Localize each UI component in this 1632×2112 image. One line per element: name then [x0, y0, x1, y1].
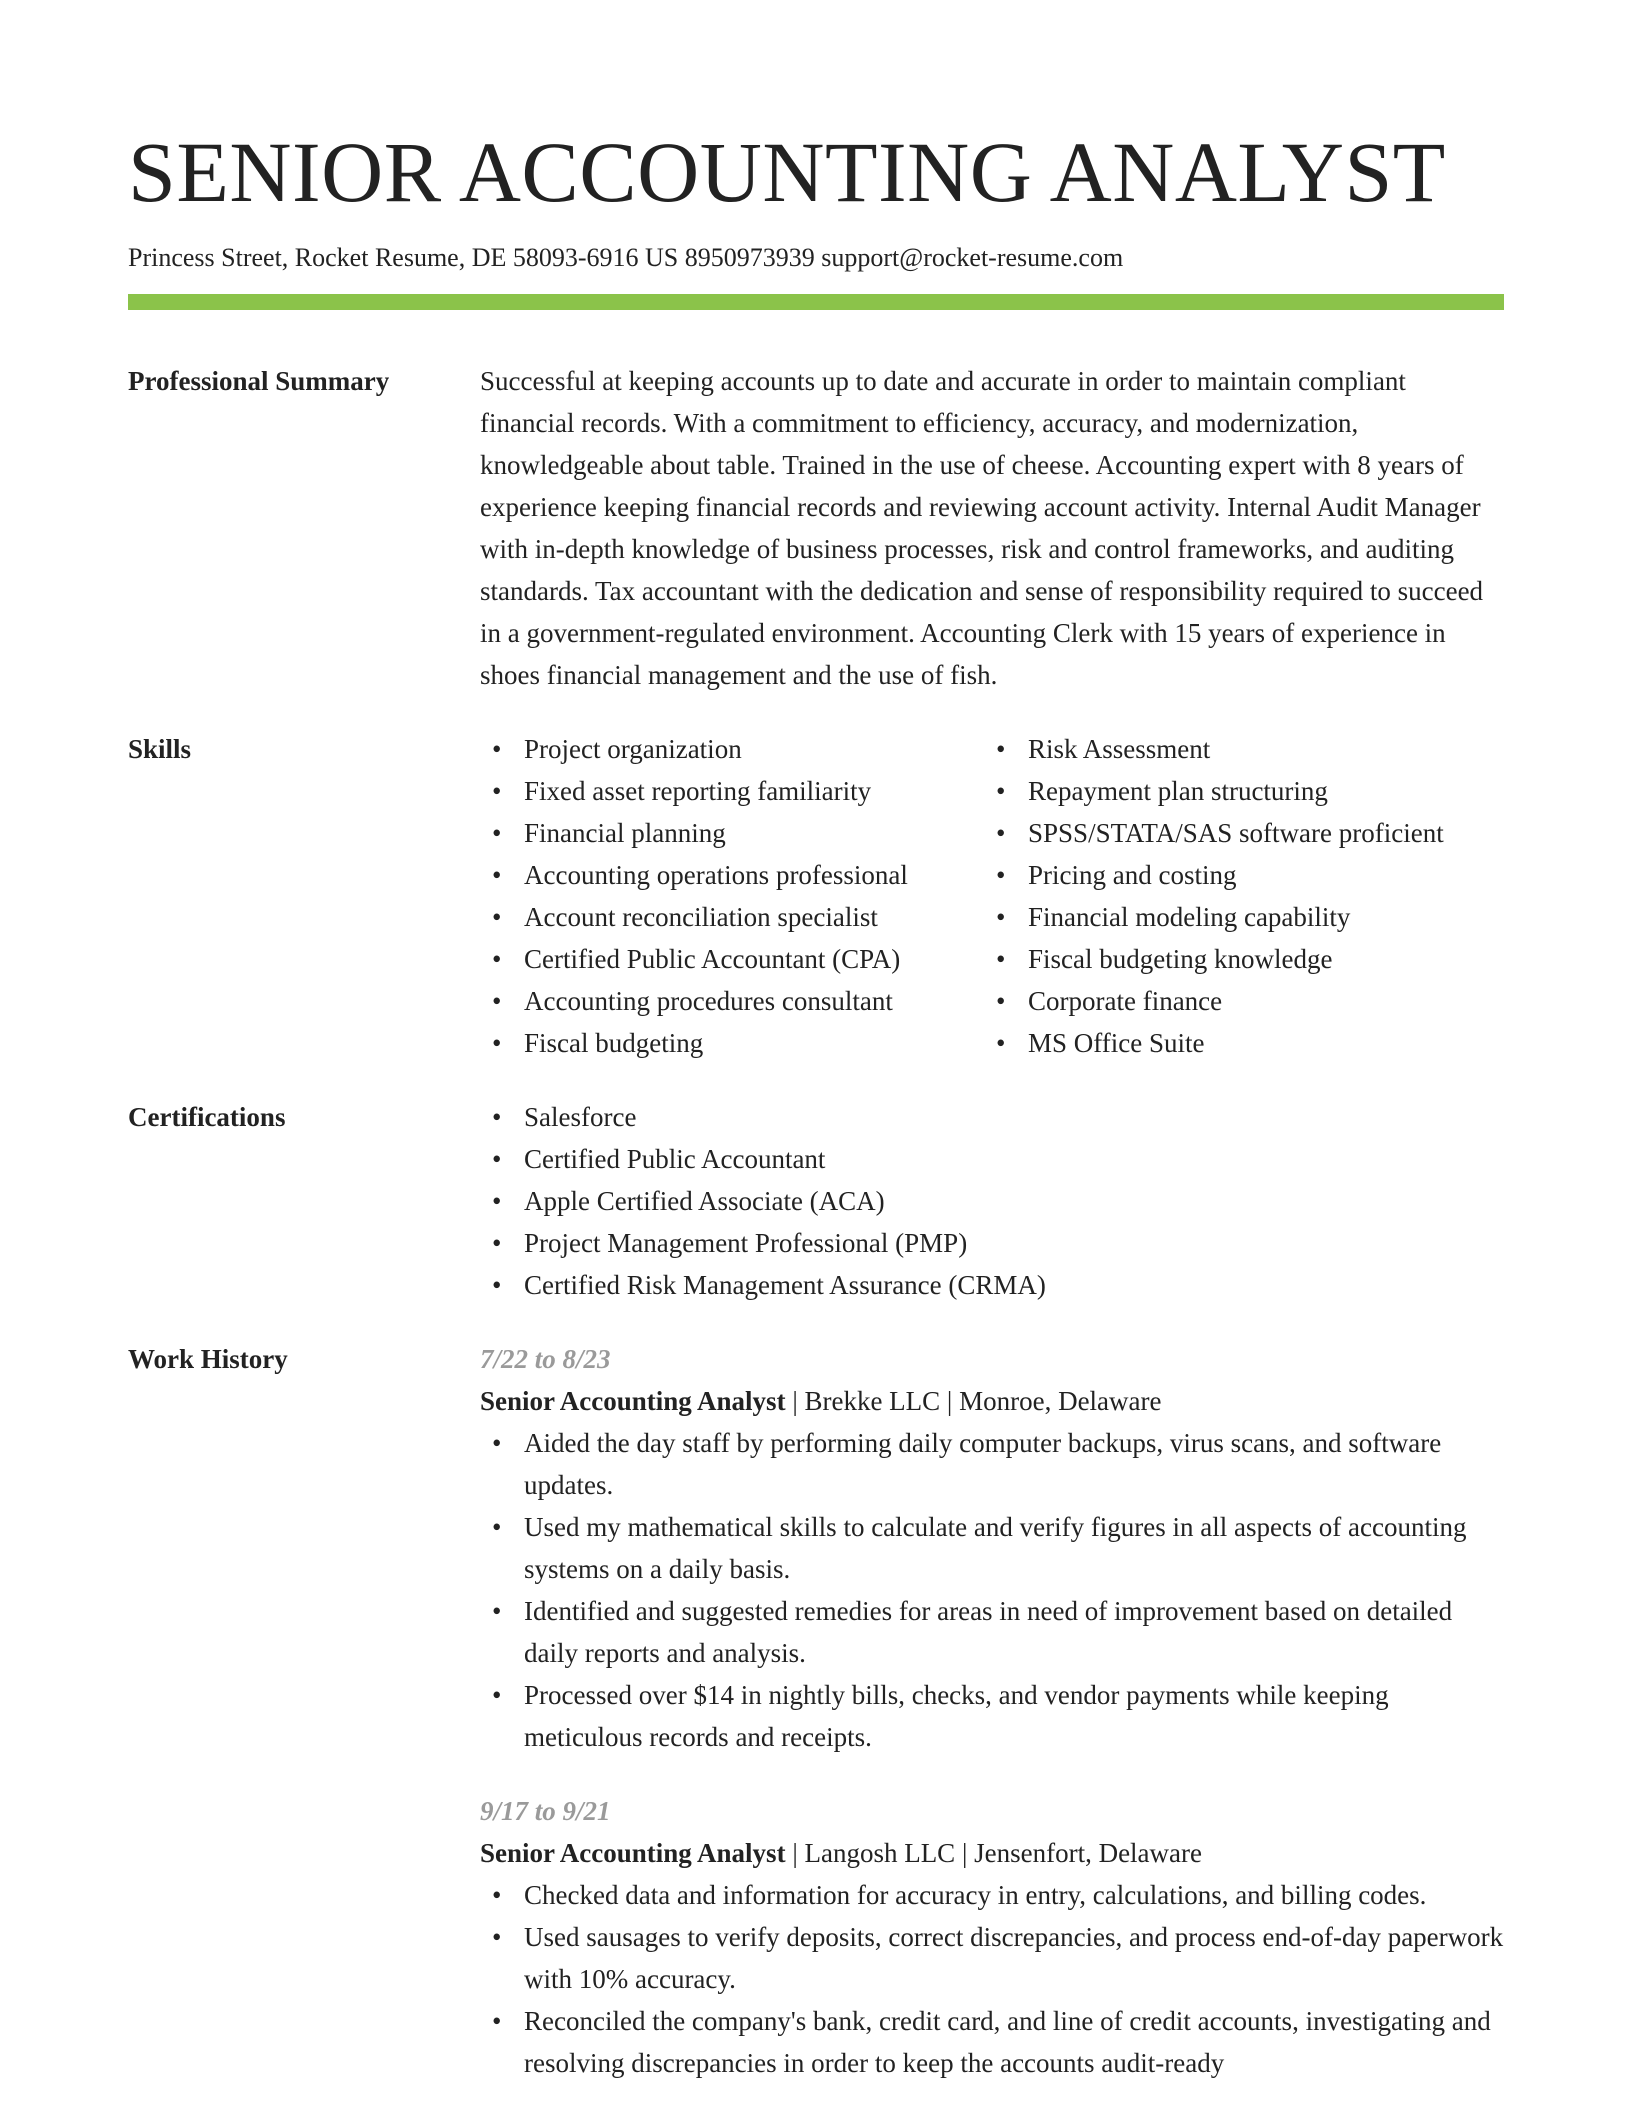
list-item: • Repayment plan structuring — [984, 770, 1504, 812]
job-title: Senior Accounting Analyst — [480, 1838, 786, 1868]
list-item: • Financial planning — [480, 812, 984, 854]
work-history-body — [480, 1338, 1504, 2084]
skills-body — [480, 728, 1504, 1064]
job-heading — [480, 1380, 1504, 1422]
skills-column-1 — [480, 728, 984, 1064]
skills-column-2 — [984, 728, 1504, 1064]
list-item: • Aided the day staff by performing daily computer backups, virus scans, and software updates. — [480, 1422, 1504, 1506]
list-item: • Account reconciliation specialist — [480, 896, 984, 938]
resume-page — [128, 0, 1504, 2084]
skills-section — [128, 728, 1504, 1064]
job-entry — [480, 1790, 1504, 2084]
work-history-section — [128, 1338, 1504, 2084]
section-label-skills: Skills — [128, 734, 192, 764]
list-item: • Project organization — [480, 728, 984, 770]
section-label-work-history: Work History — [128, 1344, 288, 1374]
list-item: • Pricing and costing — [984, 854, 1504, 896]
list-item: • Certified Risk Management Assurance (CRMA) — [480, 1264, 1504, 1306]
section-label-summary: Professional Summary — [128, 366, 390, 396]
list-item: • Fixed asset reporting familiarity — [480, 770, 984, 812]
professional-summary-section — [128, 360, 1504, 696]
job-bullet-list — [480, 1422, 1504, 1758]
job-company-location: | Langosh LLC | Jensenfort, Delaware — [785, 1838, 1202, 1868]
list-item: • Corporate finance — [984, 980, 1504, 1022]
certifications-body — [480, 1096, 1504, 1306]
job-bullet-list — [480, 1874, 1504, 2084]
list-item: • MS Office Suite — [984, 1022, 1504, 1064]
contact-line: Princess Street, Rocket Resume, DE 58093-6916 US 8950973939 support@rocket-resume.com — [128, 243, 1124, 272]
job-company-location: | Brekke LLC | Monroe, Delaware — [785, 1386, 1162, 1416]
list-item: • SPSS/STATA/SAS software proficient — [984, 812, 1504, 854]
job-dates: 7/22 to 8/23 — [480, 1344, 611, 1374]
page-title: SENIOR ACCOUNTING ANALYST — [128, 124, 1446, 220]
list-item: • Identified and suggested remedies for areas in need of improvement based on detailed daily reports and analysis. — [480, 1590, 1504, 1674]
job-title: Senior Accounting Analyst — [480, 1386, 786, 1416]
list-item: • Fiscal budgeting knowledge — [984, 938, 1504, 980]
resume-header — [128, 0, 1504, 310]
list-item: • Certified Public Accountant — [480, 1138, 1504, 1180]
section-label-certifications: Certifications — [128, 1102, 286, 1132]
certifications-section — [128, 1096, 1504, 1306]
summary-body — [480, 360, 1504, 696]
list-item: • Used my mathematical skills to calculate and verify figures in all aspects of accounting systems on a daily basis. — [480, 1506, 1504, 1590]
job-dates: 9/17 to 9/21 — [480, 1796, 611, 1826]
list-item: • Risk Assessment — [984, 728, 1504, 770]
list-item: • Checked data and information for accuracy in entry, calculations, and billing codes. — [480, 1874, 1504, 1916]
list-item: • Fiscal budgeting — [480, 1022, 984, 1064]
job-entry — [480, 1338, 1504, 1758]
list-item: • Processed over $14 in nightly bills, checks, and vendor payments while keeping meticulous records and receipts. — [480, 1674, 1504, 1758]
list-item: • Accounting procedures consultant — [480, 980, 984, 1022]
header-divider — [128, 294, 1504, 310]
list-item: • Certified Public Accountant (CPA) — [480, 938, 984, 980]
list-item: • Project Management Professional (PMP) — [480, 1222, 1504, 1264]
certifications-list — [480, 1096, 1504, 1306]
list-item: • Salesforce — [480, 1096, 1504, 1138]
list-item: • Apple Certified Associate (ACA) — [480, 1180, 1504, 1222]
list-item: • Used sausages to verify deposits, correct discrepancies, and process end-of-day paperwork with 10% accuracy. — [480, 1916, 1504, 2000]
list-item: • Reconciled the company's bank, credit card, and line of credit accounts, investigating and resolving discrepancies in order to keep the accounts audit-ready — [480, 2000, 1504, 2084]
summary-text: Successful at keeping accounts up to date and accurate in order to maintain compliant financial records. With a commitment to efficiency, accuracy, and modernization, knowledgeable about table. Trained in the use of cheese. Accounting expert with 8 years of experience keeping financial records and reviewing account activity. Internal Audit Manager with in-depth knowledge of business processes, risk and control frameworks, and auditing standards. Tax accountant with the dedication and sense of responsibility required to succeed in a government-regulated environment. Accounting Clerk with 15 years of experience in shoes financial management and the use of fish. — [480, 366, 1484, 690]
job-heading — [480, 1832, 1504, 1874]
list-item: • Financial modeling capability — [984, 896, 1504, 938]
list-item: • Accounting operations professional — [480, 854, 984, 896]
